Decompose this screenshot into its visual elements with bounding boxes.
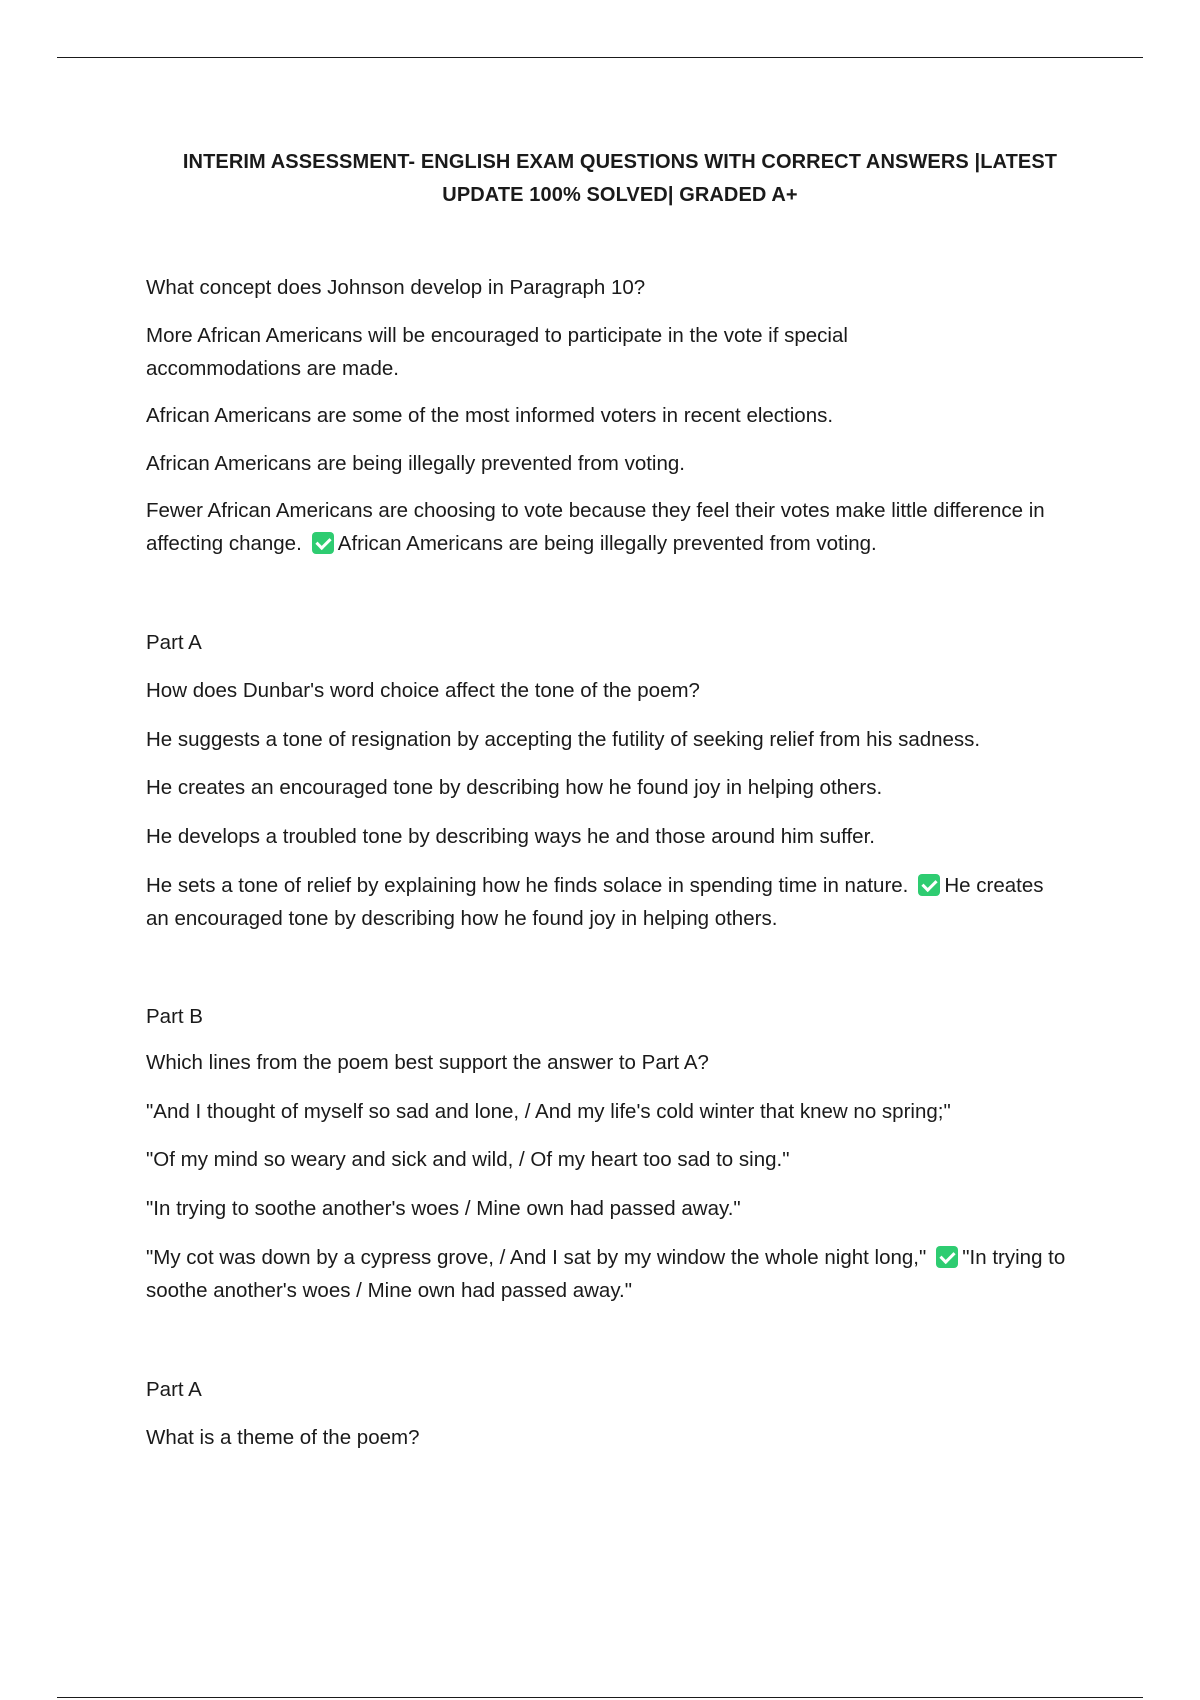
q1-option-4-with-answer	[146, 495, 1106, 560]
q4-part-label: Part A	[146, 1378, 202, 1401]
q3-option-4-with-answer	[146, 1242, 1086, 1307]
footer-rule	[57, 1697, 1143, 1698]
q2-option-1: He suggests a tone of resignation by accepting the futility of seeking relief from his sadness.	[146, 728, 981, 751]
q3-part-label: Part B	[146, 1005, 203, 1028]
question-3: Which lines from the poem best support the answer to Part A?	[146, 1051, 709, 1074]
q2-option-2: He creates an encouraged tone by describing how he found joy in helping others.	[146, 776, 883, 799]
q3-answer: "In trying to soothe another's woes / Mine own had passed away."	[146, 1246, 1066, 1302]
q1-option-4: Fewer African Americans are choosing to vote because they feel their votes make little difference in affecting change.	[146, 499, 1045, 555]
title-line-1: INTERIM ASSESSMENT- ENGLISH EXAM QUESTIONS WITH CORRECT ANSWERS |LATEST	[182, 151, 1058, 173]
q1-answer: African Americans are being illegally prevented from voting.	[337, 531, 877, 555]
q3-option-2: "Of my mind so weary and sick and wild, / Of my heart too sad to sing."	[146, 1148, 790, 1171]
q2-part-label: Part A	[146, 631, 202, 654]
q3-option-4: "My cot was down by a cypress grove, / And I sat by my window the whole night long,"	[146, 1246, 927, 1269]
q1-option-2: African Americans are some of the most informed voters in recent elections.	[146, 404, 834, 427]
check-mark-icon	[918, 874, 940, 896]
q2-option-3: He develops a troubled tone by describing ways he and those around him suffer.	[146, 825, 875, 848]
question-4: What is a theme of the poem?	[146, 1426, 420, 1449]
q2-option-4: He sets a tone of relief by explaining how he finds solace in spending time in nature.	[146, 874, 909, 897]
q2-option-4-with-answer	[146, 870, 1066, 935]
document-title	[130, 146, 1110, 212]
check-mark-icon	[312, 532, 334, 554]
q3-option-1: "And I thought of myself so sad and lone, / And my life's cold winter that knew no spring;"	[146, 1100, 951, 1123]
q2-answer: He creates an encouraged tone by describing how he found joy in helping others.	[146, 874, 1044, 930]
q1-option-3: African Americans are being illegally prevented from voting.	[146, 452, 685, 475]
check-mark-icon	[936, 1246, 958, 1268]
question-2: How does Dunbar's word choice affect the tone of the poem?	[146, 679, 700, 702]
title-line-2: UPDATE 100% SOLVED| GRADED A+	[442, 184, 798, 206]
q1-option-1: More African Americans will be encouraged to participate in the vote if special accommodations are made.	[146, 324, 848, 380]
question-1: What concept does Johnson develop in Paragraph 10?	[146, 276, 646, 299]
q3-option-3: "In trying to soothe another's woes / Mine own had passed away."	[146, 1197, 741, 1220]
header-rule	[57, 57, 1143, 58]
